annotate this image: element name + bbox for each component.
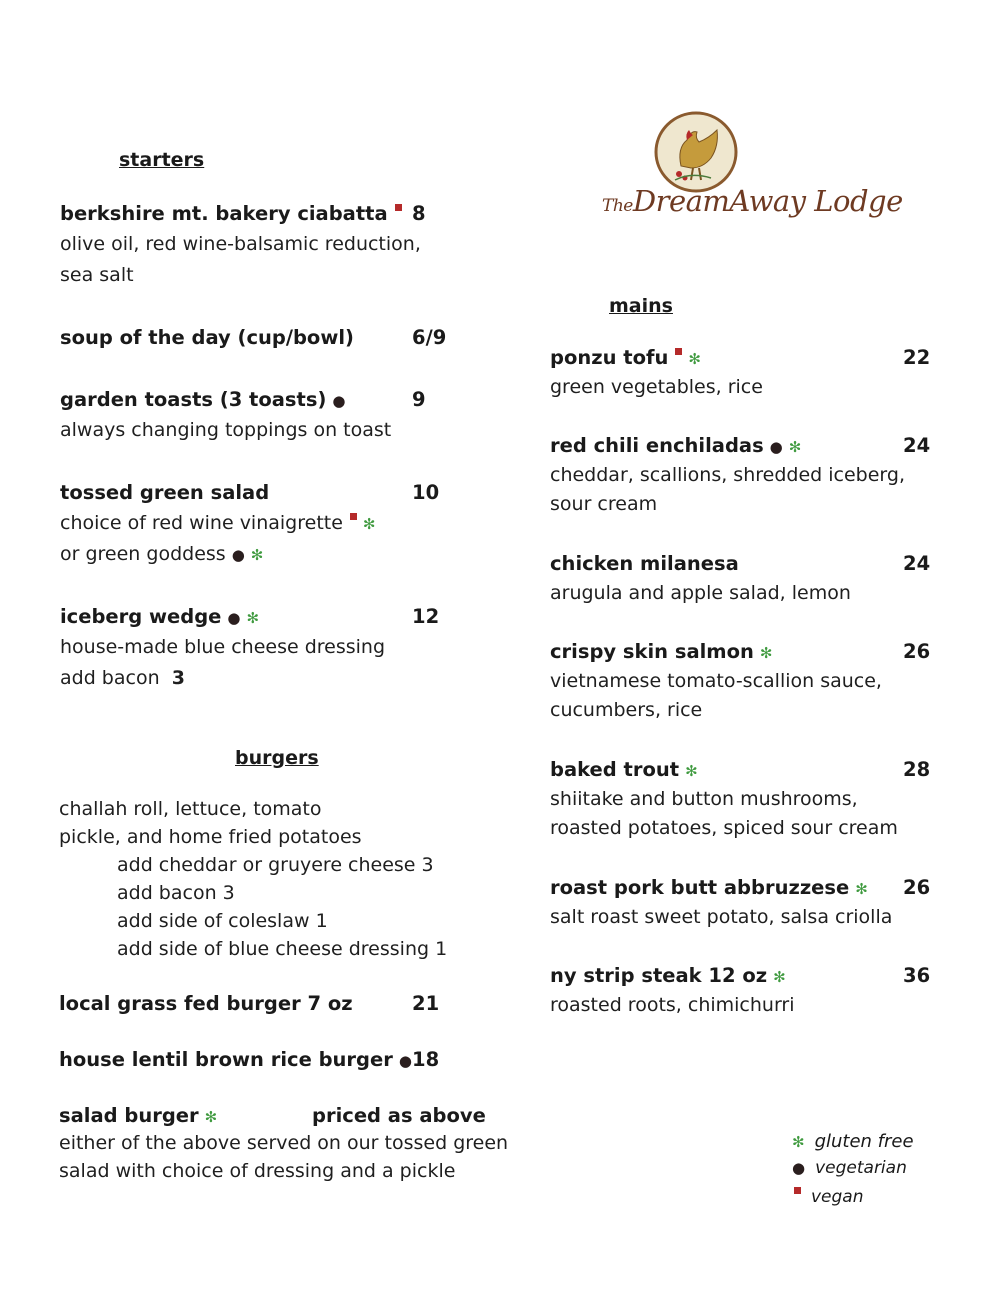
starters-heading: starters [119, 149, 205, 171]
vegetarian-icon: ● [792, 1159, 806, 1177]
gluten-free-icon: ✻ [855, 880, 868, 898]
gluten-free-icon: ✻ [250, 546, 264, 564]
vegan-icon [675, 348, 682, 355]
burgers-intro: challah roll, lettuce, tomato [59, 798, 322, 820]
vegetarian-icon: ● [227, 609, 241, 627]
vegan-icon [350, 513, 357, 520]
legend-vegetarian: vegetarian [815, 1158, 907, 1178]
logo [596, 108, 903, 233]
vegetarian-icon: ● [398, 1052, 412, 1070]
burger-addon: add bacon 3 [117, 882, 235, 904]
legend-gluten-free: gluten free [814, 1131, 914, 1152]
logo-wordmark: TheDreamAway Lodge [602, 184, 903, 218]
burger-addon: add cheddar or gruyere cheese 3 [117, 854, 434, 876]
gluten-free-icon: ✻ [773, 968, 786, 986]
gluten-free-icon: ✻ [685, 762, 698, 780]
mains-heading: mains [609, 295, 673, 317]
vegetarian-icon: ● [769, 438, 783, 456]
gluten-free-icon: ✻ [204, 1108, 218, 1126]
burgers-heading: burgers [235, 747, 319, 769]
vegetarian-icon: ● [332, 392, 346, 410]
gluten-free-icon: ✻ [759, 644, 773, 662]
gluten-free-icon: ✻ [788, 438, 802, 456]
vegetarian-icon: ● [231, 546, 245, 564]
gluten-free-icon: ✻ [792, 1133, 805, 1151]
vegan-icon [794, 1187, 801, 1194]
burger-addon: add side of blue cheese dressing 1 [117, 938, 448, 960]
gluten-free-icon: ✻ [246, 609, 260, 627]
gluten-free-icon: ✻ [688, 350, 701, 368]
burger-addon: add side of coleslaw 1 [117, 910, 328, 932]
burgers-intro: pickle, and home fried potatoes [59, 826, 362, 848]
vegan-icon [395, 204, 402, 211]
gluten-free-icon: ✻ [362, 515, 376, 533]
legend-vegan: vegan [811, 1187, 864, 1207]
